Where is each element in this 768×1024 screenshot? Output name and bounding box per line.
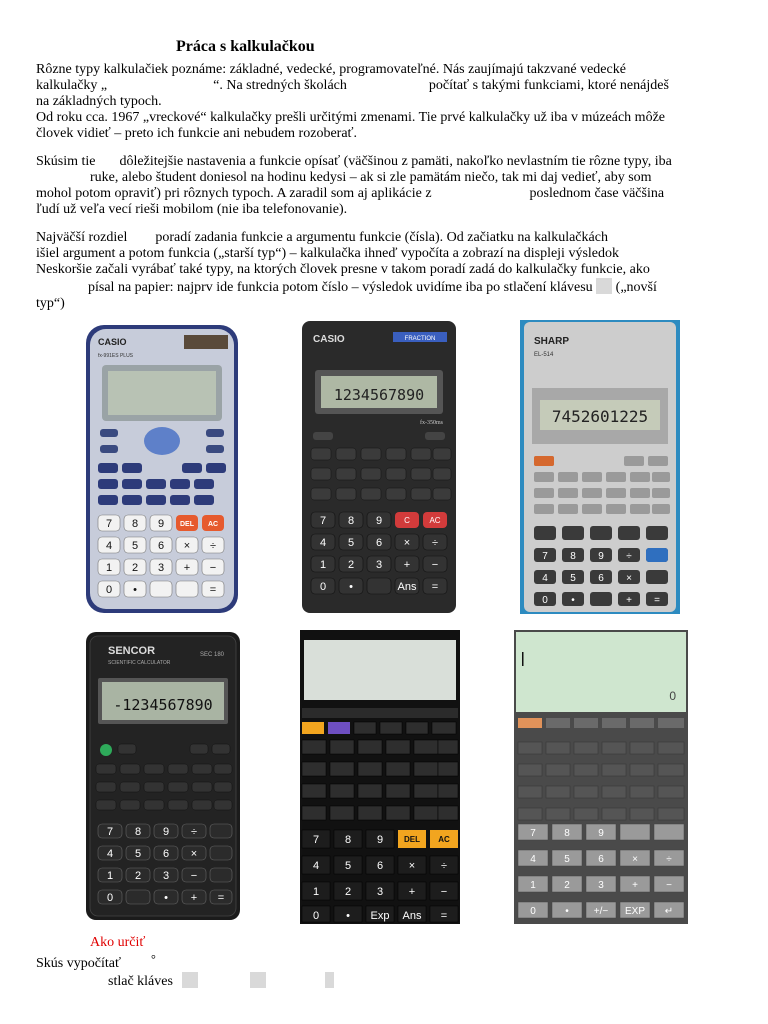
p1-text-c: počítať s takými funkciami, ktoré nenájdeš bbox=[428, 78, 669, 93]
calc2-badge: FRACTION bbox=[404, 336, 436, 342]
p4-line-2: išiel argument a potom funkcia („starší typ“) – kalkulačka ihneď vypočíta a zobrazí na displeji výsledok bbox=[36, 246, 620, 261]
svg-text:+: + bbox=[626, 595, 632, 606]
svg-text:8: 8 bbox=[131, 518, 139, 530]
key-placeholder-3 bbox=[325, 972, 334, 988]
calculator-image-casio-fx991 bbox=[84, 323, 240, 615]
svg-text:1: 1 bbox=[105, 562, 113, 574]
p4-text-c: písal na papier: najprv ide funkcia potom číslo – výsledok uvidíme iba po stlačení klávesu bbox=[88, 280, 593, 295]
calc4-display: -1234567890 bbox=[113, 696, 213, 714]
p2-line-2: človek vidieť – preto ich funkcie ani nebudem rozoberať. bbox=[36, 126, 358, 141]
svg-text:8: 8 bbox=[134, 826, 142, 838]
svg-text:1: 1 bbox=[106, 870, 114, 882]
svg-text:•: • bbox=[164, 892, 168, 904]
svg-text:6: 6 bbox=[376, 860, 384, 872]
paragraph-4 bbox=[36, 230, 732, 312]
svg-text:•: • bbox=[133, 584, 137, 596]
try-text: Skús vypočítať bbox=[36, 956, 121, 971]
svg-text:6: 6 bbox=[598, 854, 604, 865]
paragraph-3 bbox=[36, 154, 732, 218]
svg-text:Ans: Ans bbox=[402, 910, 422, 922]
svg-text:−: − bbox=[666, 880, 672, 891]
svg-text:4: 4 bbox=[542, 573, 548, 584]
svg-text:÷: ÷ bbox=[666, 854, 672, 865]
svg-text:8: 8 bbox=[344, 834, 352, 846]
calc4-brand: SENCOR bbox=[108, 645, 156, 657]
svg-text:=: = bbox=[209, 584, 217, 596]
p1-text-a: kalkulačky „ bbox=[36, 78, 108, 93]
svg-text:7: 7 bbox=[312, 834, 320, 846]
svg-text:0: 0 bbox=[542, 595, 548, 606]
svg-text:−: − bbox=[440, 886, 448, 898]
p3-line-2: ruke, alebo študent doniesol na hodinu kedysi – ak si zle pamätám niečo, tak mi daj vedieť, aby som bbox=[90, 170, 652, 185]
svg-text:1: 1 bbox=[312, 886, 320, 898]
svg-text:2: 2 bbox=[347, 559, 355, 571]
svg-text:+: + bbox=[190, 892, 198, 904]
calc4-sub: SCIENTIFIC CALCULATOR bbox=[108, 660, 171, 666]
p2-line-1: Od roku cca. 1967 „vreckové“ kalkulačky prešli určitými zmenami. Tie prvé kalkulačky už iba v múzeách môže bbox=[36, 110, 666, 125]
svg-text:5: 5 bbox=[134, 848, 142, 860]
svg-text:DEL: DEL bbox=[180, 521, 194, 528]
svg-text:9: 9 bbox=[162, 826, 170, 838]
svg-text:6: 6 bbox=[157, 540, 165, 552]
svg-text:9: 9 bbox=[598, 828, 604, 839]
svg-text:8: 8 bbox=[564, 828, 570, 839]
p1-text-b: “. Na stredných školách bbox=[213, 78, 347, 93]
howto-heading: Ako určiť bbox=[90, 935, 146, 950]
svg-text:0: 0 bbox=[312, 910, 320, 922]
svg-text:3: 3 bbox=[157, 562, 165, 574]
svg-text:Exp: Exp bbox=[370, 910, 390, 922]
p1-line-3: na základných typoch. bbox=[36, 94, 162, 109]
svg-text:2: 2 bbox=[344, 886, 352, 898]
svg-text:−: − bbox=[209, 562, 217, 574]
svg-text:0: 0 bbox=[530, 906, 536, 917]
svg-text:0: 0 bbox=[106, 892, 114, 904]
svg-text:×: × bbox=[403, 537, 411, 549]
p3-text-b: dôležitejšie nastavenia a funkcie opísať (väčšinou z pamäti, nakoľko nevlastním tie rôzne typy, iba bbox=[119, 154, 672, 169]
svg-text:9: 9 bbox=[157, 518, 165, 530]
svg-text:−: − bbox=[431, 559, 439, 571]
svg-text:=: = bbox=[217, 892, 225, 904]
svg-text:3: 3 bbox=[375, 559, 383, 571]
svg-text:1: 1 bbox=[319, 559, 327, 571]
svg-text:+: + bbox=[403, 559, 411, 571]
svg-text:×: × bbox=[408, 860, 416, 872]
paragraph-1 bbox=[36, 62, 732, 110]
calculator-image-sharp bbox=[520, 320, 680, 614]
p3-text-d: poslednom čase väčšina bbox=[529, 186, 665, 201]
svg-text:↵: ↵ bbox=[664, 906, 674, 917]
svg-text:×: × bbox=[626, 573, 632, 584]
svg-text:÷: ÷ bbox=[626, 551, 632, 562]
svg-text:7: 7 bbox=[106, 826, 114, 838]
p3-line-1 bbox=[36, 154, 732, 170]
svg-text:1: 1 bbox=[530, 880, 536, 891]
svg-text:6: 6 bbox=[375, 537, 383, 549]
calculator-image-app-gray bbox=[514, 630, 688, 924]
key-placeholder-1 bbox=[182, 972, 198, 988]
calc3-model: EL-514 bbox=[534, 352, 554, 358]
calc2-brand: CASIO bbox=[313, 334, 345, 345]
p4-line-3: Neskoršie začali vyrábať také typy, na ktorých človek presne v takom poradí zadá do kalkulačky funkcie, ako bbox=[36, 262, 650, 277]
svg-text:5: 5 bbox=[564, 854, 570, 865]
svg-text:+/−: +/− bbox=[593, 906, 609, 917]
svg-text:5: 5 bbox=[347, 537, 355, 549]
svg-text:=: = bbox=[431, 581, 439, 593]
key-placeholder bbox=[596, 278, 612, 294]
calc1-model: fx-991ES PLUS bbox=[98, 353, 134, 359]
svg-text:9: 9 bbox=[375, 515, 383, 527]
svg-text:DEL: DEL bbox=[404, 835, 420, 844]
svg-text:6: 6 bbox=[598, 573, 604, 584]
svg-text:AC: AC bbox=[207, 521, 219, 528]
svg-text:4: 4 bbox=[106, 848, 114, 860]
try-line bbox=[36, 951, 732, 972]
calc3-display: 7452601225 bbox=[551, 407, 649, 426]
svg-text:=: = bbox=[654, 595, 660, 606]
svg-text:AC: AC bbox=[429, 516, 441, 525]
p4-line-5: typ“) bbox=[36, 296, 65, 311]
svg-text:2: 2 bbox=[134, 870, 142, 882]
calc2-model: fx-350ms bbox=[420, 420, 443, 426]
howto-line bbox=[36, 935, 732, 951]
svg-text:9: 9 bbox=[598, 551, 604, 562]
p4-text-a: Najväčší rozdiel bbox=[36, 230, 128, 245]
svg-text:AC: AC bbox=[438, 835, 450, 844]
svg-text:=: = bbox=[440, 910, 448, 922]
p4-line-1 bbox=[36, 230, 732, 246]
svg-text:6: 6 bbox=[162, 848, 170, 860]
svg-text:+: + bbox=[408, 886, 416, 898]
svg-text:×: × bbox=[190, 848, 198, 860]
svg-text:3: 3 bbox=[376, 886, 384, 898]
p3-text-a: Skúsim tie bbox=[36, 154, 96, 169]
svg-text:4: 4 bbox=[312, 860, 320, 872]
page-title: Práca s kalkulačkou bbox=[176, 38, 315, 55]
p3-line-4: ľudí už veľa vecí rieši mobilom (nie iba telefonovanie). bbox=[36, 202, 348, 217]
svg-text:•: • bbox=[346, 910, 350, 922]
calc6-display: 0 bbox=[669, 689, 676, 703]
press-text: stlač kláves bbox=[108, 974, 173, 989]
calculator-image-app-dark bbox=[300, 630, 460, 924]
svg-text:+: + bbox=[183, 562, 191, 574]
svg-text:7: 7 bbox=[542, 551, 548, 562]
svg-text:5: 5 bbox=[344, 860, 352, 872]
calc4-model: SEC 180 bbox=[199, 652, 224, 658]
svg-text:4: 4 bbox=[105, 540, 113, 552]
svg-text:4: 4 bbox=[530, 854, 536, 865]
calculator-image-casio-fx350 bbox=[301, 320, 457, 614]
svg-text:3: 3 bbox=[598, 880, 604, 891]
svg-text:C: C bbox=[404, 516, 410, 525]
svg-text:0: 0 bbox=[105, 584, 113, 596]
p4-text-b: poradí zadania funkcie a argumentu funkcie (čísla). Od začiatku na kalkulačkách bbox=[155, 230, 608, 245]
svg-text:9: 9 bbox=[376, 834, 384, 846]
svg-text:4: 4 bbox=[319, 537, 327, 549]
p4-line-4 bbox=[36, 278, 732, 296]
svg-text:EXP: EXP bbox=[624, 906, 646, 917]
p4-text-d: („novší bbox=[615, 280, 657, 295]
svg-text:÷: ÷ bbox=[440, 860, 448, 872]
svg-text:•: • bbox=[565, 906, 569, 917]
svg-text:5: 5 bbox=[570, 573, 576, 584]
svg-text:2: 2 bbox=[131, 562, 139, 574]
svg-text:3: 3 bbox=[162, 870, 170, 882]
calculator-image-sencor bbox=[86, 632, 240, 920]
svg-text:8: 8 bbox=[347, 515, 355, 527]
svg-text:÷: ÷ bbox=[190, 826, 198, 838]
svg-text:8: 8 bbox=[570, 551, 576, 562]
svg-text:7: 7 bbox=[530, 828, 536, 839]
svg-text:×: × bbox=[632, 854, 638, 865]
p3-text-c: mohol potom opraviť) pri rôznych typoch. A zaradil som aj aplikácie z bbox=[36, 186, 432, 201]
p1-line-1: Rôzne typy kalkulačiek poznáme: základné, vedecké, programovateľné. Nás zaujímajú takzvané vedecké bbox=[36, 62, 626, 77]
svg-text:+: + bbox=[632, 880, 638, 891]
svg-text:Ans: Ans bbox=[397, 581, 417, 593]
svg-text:×: × bbox=[183, 540, 191, 552]
svg-text:2: 2 bbox=[564, 880, 570, 891]
svg-text:7: 7 bbox=[105, 518, 113, 530]
footer-notes bbox=[36, 935, 732, 990]
svg-text:÷: ÷ bbox=[209, 540, 217, 552]
calc2-display: 1234567890 bbox=[333, 386, 425, 404]
calc3-brand: SHARP bbox=[534, 336, 570, 347]
p1-line-2 bbox=[36, 78, 732, 94]
svg-text:÷: ÷ bbox=[431, 537, 439, 549]
svg-text:0: 0 bbox=[319, 581, 327, 593]
degree-sign: ° bbox=[150, 952, 156, 966]
press-line bbox=[36, 972, 732, 990]
svg-text:5: 5 bbox=[131, 540, 139, 552]
svg-text:•: • bbox=[349, 581, 353, 593]
svg-text:7: 7 bbox=[319, 515, 327, 527]
paragraph-2 bbox=[36, 110, 732, 142]
calc1-brand: CASIO bbox=[98, 337, 127, 347]
svg-text:•: • bbox=[571, 595, 575, 606]
key-placeholder-2 bbox=[250, 972, 266, 988]
p3-line-3 bbox=[36, 186, 732, 202]
svg-text:−: − bbox=[190, 870, 198, 882]
